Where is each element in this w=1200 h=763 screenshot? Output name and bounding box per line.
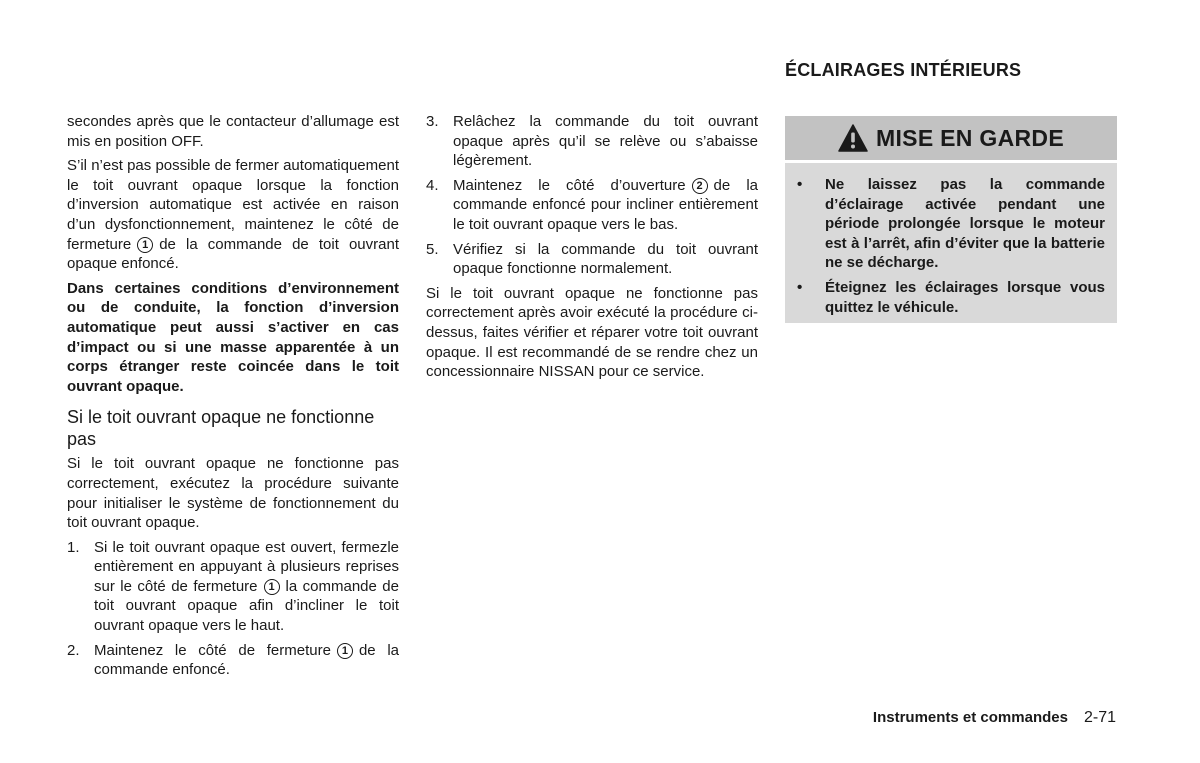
warning-header [785, 116, 1117, 163]
left-column [67, 112, 399, 685]
init-steps-list [67, 538, 399, 680]
bullet-marker: • [797, 176, 803, 193]
callout-1-marker: 1 [137, 237, 153, 253]
section-title: ÉCLAIRAGES INTÉRIEURS [785, 60, 1022, 80]
warning-bullet-item: • Ne laissez pas la commande d’éclairage activée pendant une période prolongée lorsque le moteur est à l’arrêt, afin d’éviter que la batterie ne se décharge. [797, 176, 1105, 272]
warning-triangle-icon [838, 124, 868, 152]
warning-bullet-item: • Éteignez les éclairages lorsque vous quittez le véhicule. [797, 278, 1105, 316]
footer-section-name: Instruments et commandes [872, 709, 1068, 726]
step-4: 4. Maintenez le côté d’ouverture 2 de la commande enfoncé pour incliner entièrement le toit ouvrant opaque vers le bas. [426, 176, 758, 233]
middle-column [426, 112, 758, 387]
step-2: 2. Maintenez le côté de fermeture 1 de la commande enfoncé. [67, 641, 400, 679]
subsection-heading: Si le toit ouvrant opaque ne fonctionne pas [67, 407, 375, 450]
continued-paragraph: secondes après que le contacteur d’allumage est mis en position OFF. [67, 113, 399, 150]
page-number: 2-71 [1083, 709, 1116, 726]
step-1: 1. Si le toit ouvrant opaque est ouvert, fermezle entièrement en appuyant à plusieurs reprises sur le côté de fermeture 1 la commande de toit ouvrant opaque afin d’incliner le toit ouvrant opaque vers le haut. [67, 538, 399, 635]
warning-title: MISE EN GARDE [876, 124, 1064, 151]
page-footer [873, 709, 1116, 727]
init-intro-paragraph: Si le toit ouvrant opaque ne fonctionne pas correctement, exécutez la procédure suivante pour initialiser le système de fonctionnement du toit ouvrant opaque. [67, 455, 399, 532]
warning-bullet-list [785, 175, 1117, 317]
warning-box [785, 116, 1117, 323]
callout-2-marker: 2 [692, 178, 708, 194]
step-3: 3. Relâchez la commande du toit ouvrant opaque après qu’il se relève ou s’abaisse légèrement. [426, 113, 758, 170]
callout-1-marker: 1 [337, 643, 353, 659]
step-5: 5. Vérifiez si la commande du toit ouvrant opaque fonctionne normalement. [426, 240, 758, 278]
manual-close-paragraph: S’il n’est pas possible de fermer automatiquement le toit ouvrant opaque lorsque la fonction d’inversion automatique est activée en raison d’un dysfonctionnement, maintenez le côté de fermeture 1 de la commande de toit ouvrant opaque enfoncé. [67, 157, 399, 273]
callout-1-marker: 1 [264, 579, 280, 595]
bullet-marker: • [797, 278, 803, 296]
auto-reverse-note: Dans certaines conditions d’environnement ou de conduite, la fonction d’inversion automatique peut aussi s’activer en cas d’impact ou si une masse apparentée à un corps étranger reste coincée dans le toit ouvrant opaque. [67, 279, 399, 395]
init-steps-list-continued [426, 112, 758, 279]
service-recommendation-paragraph: Si le toit ouvrant opaque ne fonctionne pas correctement après avoir exécuté la procédure ci-dessus, faites vérifier et réparer votre toit ouvrant opaque. Il est recommandé de se rendre chez un concessionnaire NISSAN pour ce service. [426, 284, 758, 381]
